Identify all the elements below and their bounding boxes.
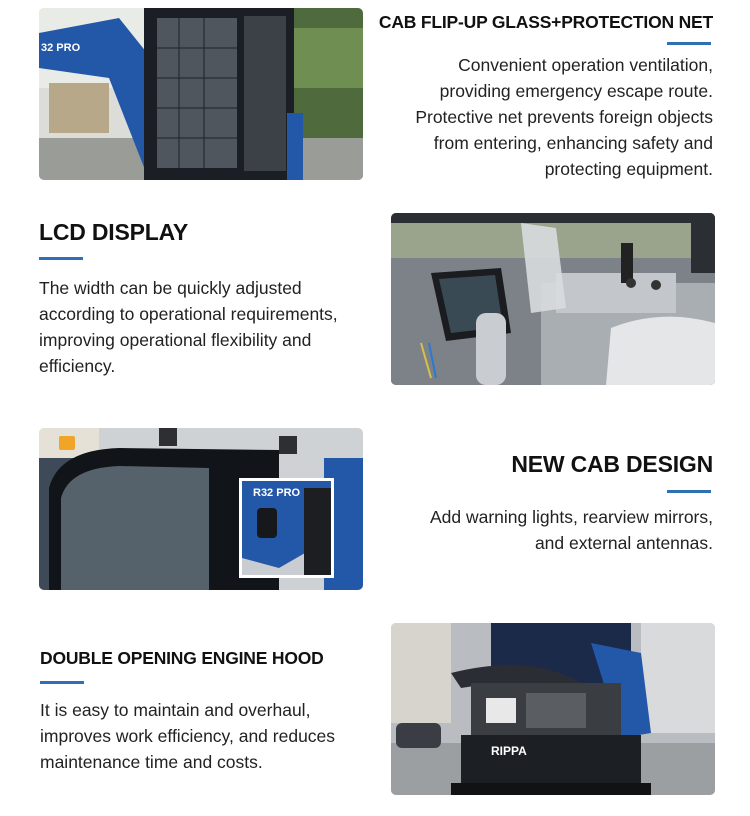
desc-line: It is easy to maintain and overhaul, (40, 700, 311, 720)
new-cab-photo (39, 428, 363, 590)
desc-line: providing emergency escape route. (439, 81, 713, 101)
section-2-rule (39, 257, 83, 260)
mirror-model-text: R32 PRO (253, 487, 301, 499)
desc-line: Protective net prevents foreign objects (415, 107, 713, 127)
cab-model-text: 32 PRO (41, 42, 81, 54)
section-4-title: DOUBLE OPENING ENGINE HOOD (40, 648, 324, 668)
desc-line: Add warning lights, rearview mirrors, (429, 507, 713, 527)
desc-line: improves work efficiency, and reduces (40, 726, 336, 746)
section-2-description (39, 275, 369, 379)
section-1-rule (667, 42, 711, 45)
section-3-rule (667, 490, 711, 493)
lcd-display-photo (391, 213, 715, 385)
cab-photo (39, 8, 363, 180)
desc-line: improving operational flexibility and (39, 330, 312, 350)
section-3-title: NEW CAB DESIGN (511, 451, 713, 477)
desc-line: according to operational requirements, (39, 304, 338, 324)
desc-line: Convenient operation ventilation, (458, 55, 713, 75)
hood-brand-text: RIPPA (491, 744, 527, 758)
desc-line: The width can be quickly adjusted (39, 278, 302, 298)
desc-line: maintenance time and costs. (40, 752, 263, 772)
section-4-description (40, 697, 370, 775)
section-1-title: CAB FLIP-UP GLASS+PROTECTION NET (378, 12, 713, 32)
desc-line: efficiency. (39, 356, 116, 376)
section-2-title: LCD DISPLAY (39, 219, 189, 245)
section-3-description (383, 504, 713, 556)
engine-hood-photo (391, 623, 715, 795)
section-1-description (373, 52, 713, 182)
desc-line: and external antennas. (534, 533, 713, 553)
section-4-rule (40, 681, 84, 684)
desc-line: protecting equipment. (544, 159, 713, 179)
desc-line: from entering, enhancing safety and (433, 133, 713, 153)
